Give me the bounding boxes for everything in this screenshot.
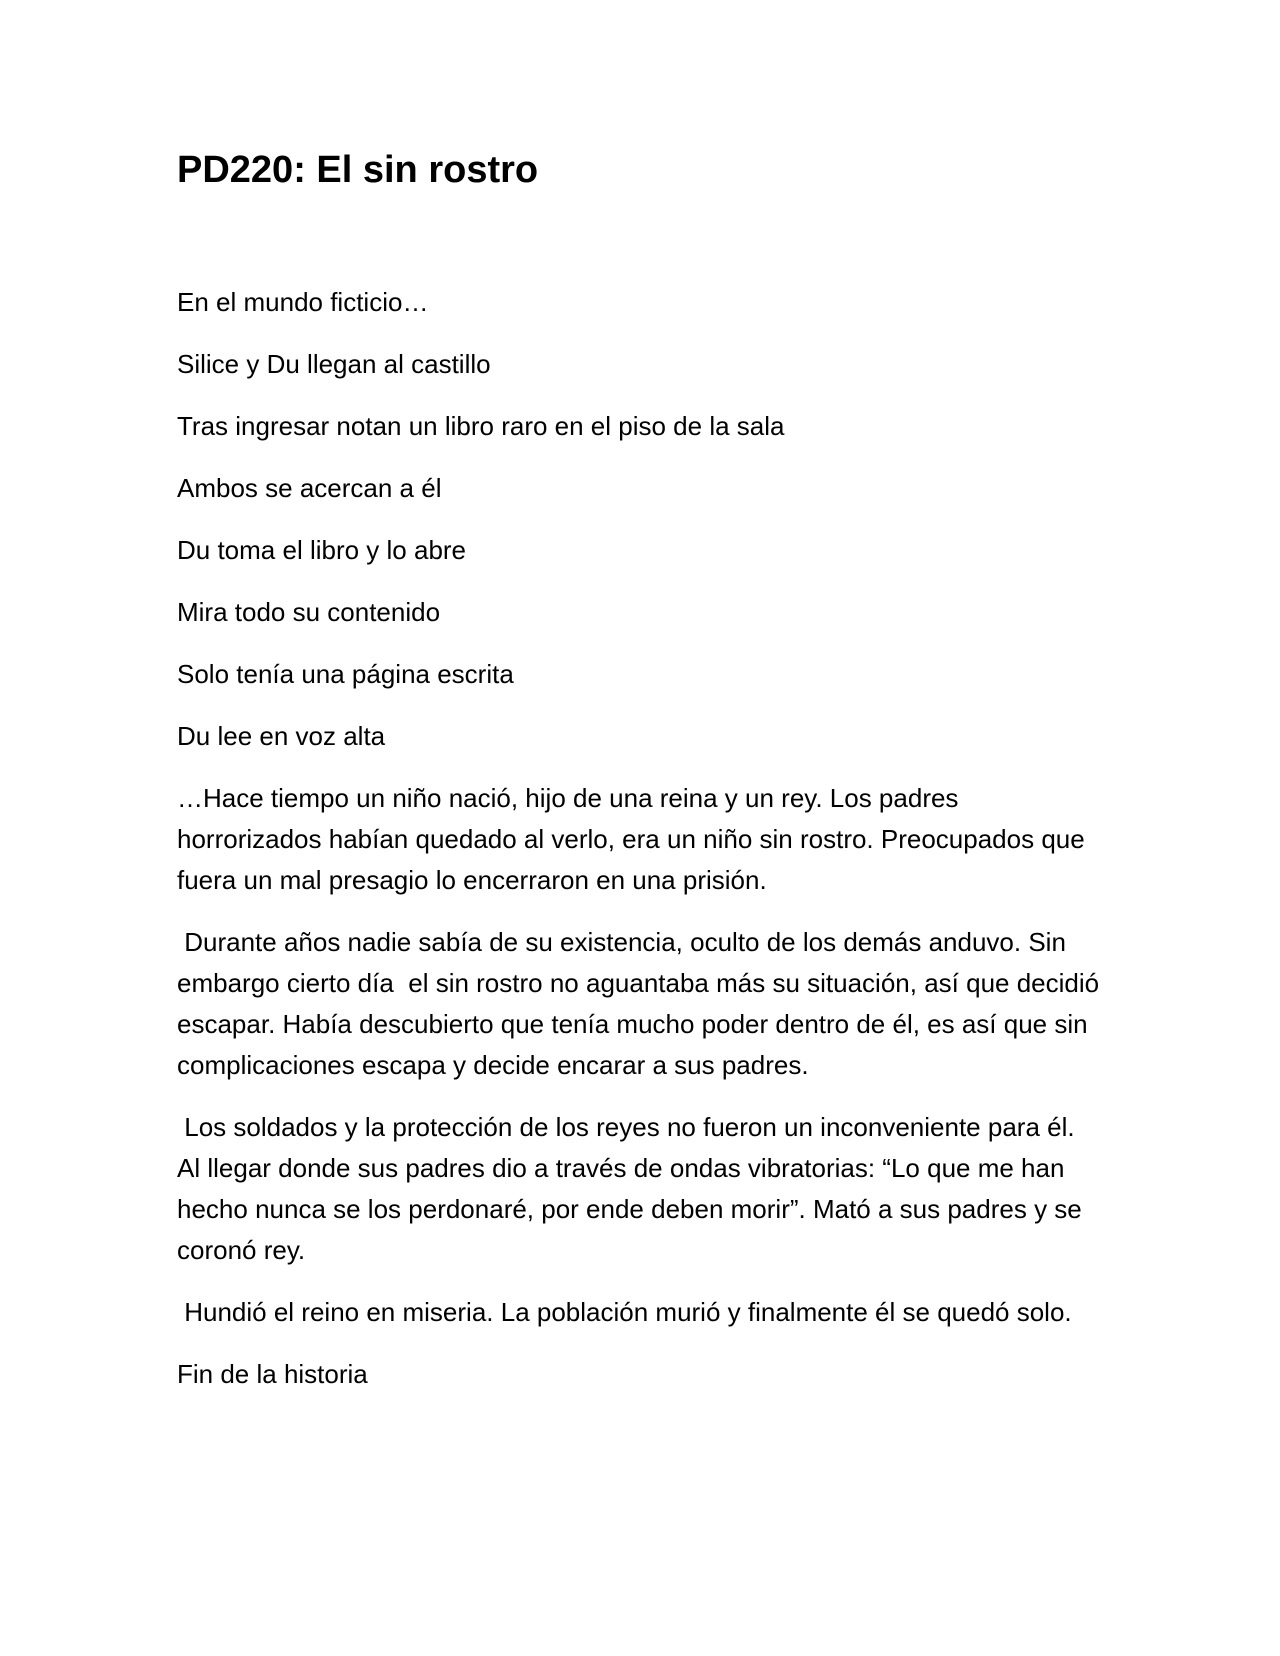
paragraph: Du lee en voz alta	[177, 720, 386, 751]
paragraph: Ambos se acercan a él	[177, 472, 442, 503]
document-body	[177, 282, 1107, 1395]
paragraph: Fin de la historia	[177, 1358, 368, 1389]
paragraph: En el mundo ficticio…	[177, 286, 429, 317]
paragraph: …Hace tiempo un niño nació, hijo de una reina y un rey. Los padres horrorizados habían quedado al verlo, era un niño sin rostro. Preocupados que fuera un mal presagio lo encerraron en una prisión.	[177, 782, 1092, 895]
paragraph: Los soldados y la protección de los reyes no fueron un inconveniente para él. Al llegar donde sus padres dio a través de ondas vibratorias: “Lo que me han hecho nunca se los perdonaré, por ende deben morir”. Mató a sus padres y se coronó rey.	[177, 1111, 1089, 1265]
document-title: PD220: El sin rostro	[177, 149, 539, 191]
paragraph: Hundió el reino en miseria. La población murió y finalmente él se quedó solo.	[177, 1296, 1072, 1327]
paragraph: Solo tenía una página escrita	[177, 658, 514, 689]
paragraph: Tras ingresar notan un libro raro en el piso de la sala	[177, 410, 785, 441]
paragraph: Mira todo su contenido	[177, 596, 441, 627]
document-content	[177, 148, 1107, 1416]
paragraph: Du toma el libro y lo abre	[177, 534, 467, 565]
paragraph: Durante años nadie sabía de su existencia, oculto de los demás anduvo. Sin embargo cierto día el sin rostro no aguantaba más su situación, así que decidió escapar. Había descubierto que tenía mucho poder dentro de él, es así que sin complicaciones escapa y decide encarar a sus padres.	[177, 926, 1107, 1080]
paragraph: Silice y Du llegan al castillo	[177, 348, 491, 379]
